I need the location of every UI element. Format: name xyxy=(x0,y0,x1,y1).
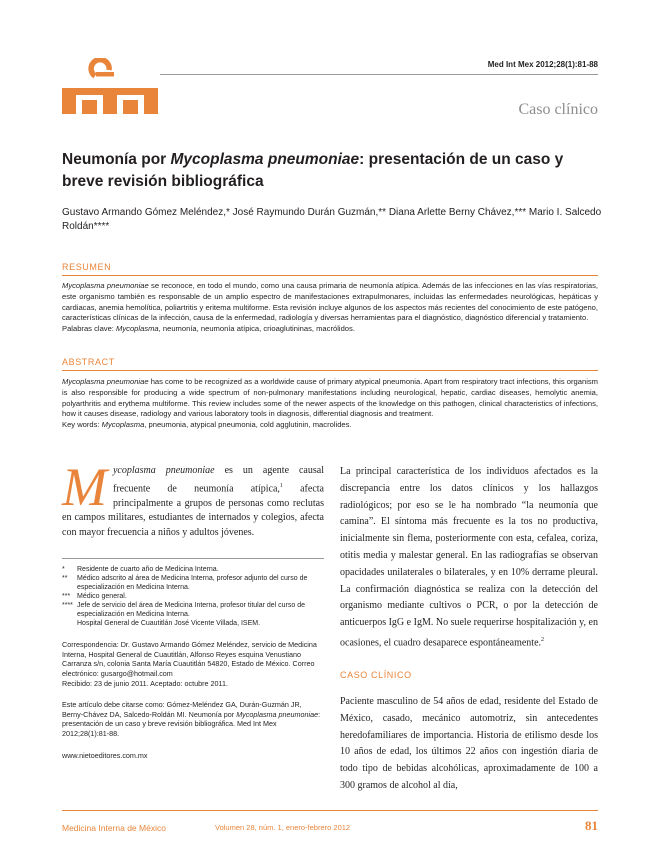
resumen-text: Mycoplasma pneumoniae se reconoce, en todo el mundo, como una causa primaria de neumonía atípica. Además de las infecciones en las vías respiratorias, este organismo también es responsable de un amplio espectro de manifestaciones extrapulmonares, incluidas las enfermedades neurológicas, hepáticas y cardiacas, anemia hemolítica, poliartritis y eritema multiforme. Esta revisión incluye algunos de los aspectos más recientes del conocimiento de este patógeno, características clínicas de la infección, causa de la enfermedad, radiología y diversas herramientas para el diagnóstico, diagnóstico diferencial y tratamiento. Palabras clave: Mycoplasma, neumonía, neumonía atípica, crioaglutininas, macrólidos. xyxy=(62,281,599,334)
abstract-heading: ABSTRACT xyxy=(62,357,115,367)
footnote-rule xyxy=(62,558,324,559)
website-link[interactable]: www.nietoeditores.com.mx xyxy=(62,750,148,760)
hospital-affiliation: Hospital General de Cuautitlán José Vicente Villada, ISEM. xyxy=(77,620,261,628)
article-title: Neumonía por Mycoplasma pneumoniae: presentación de un caso y breve revisión bibliográfica xyxy=(62,151,564,190)
correspondence: Correspondencia: Dr. Gustavo Armando Gómez Meléndez, servicio de Medicina Interna, Hospital General de Cuautitlán, Alfonso Reyes esquina Venustiano Carranza s/n, colonia Santa María Cuautitlán 54820, Estado de México. Correo electrónico: gusargo@hotmail.com Recibido: 23 de junio 2011. Aceptado: octubre 2011. xyxy=(62,640,324,688)
left-column xyxy=(62,457,324,760)
journal-logo xyxy=(62,58,158,114)
header-rule xyxy=(160,74,598,75)
caso-clinico-heading: CASO CLÍNICO xyxy=(340,670,412,681)
section-type: Caso clínico xyxy=(518,101,598,118)
footer-journal-name: Medicina Interna de México xyxy=(62,823,166,833)
drop-cap: M xyxy=(62,457,107,517)
footnotes xyxy=(62,565,324,628)
footer-rule xyxy=(62,810,598,811)
case-paragraph: Paciente masculino de 54 años de edad, residente del Estado de México, casado, mecánico automotriz, sin antecedentes heredofamiliares de importancia. Historia de etilismo desde los 10 años de edad, los últimos 22 años con ingestión diaria de todo tipo de bebidas alcohólicas, aproximadamente de 100 a 300 gramos de alcohol al día, xyxy=(340,696,598,792)
body-paragraph: La principal característica de los individuos afectados es la discrepancia entre los datos clínicos y los hallazgos radiológicos; por eso se le ha nombrado “la neumonía que camina”. El síntoma más frecuente es la tos no productiva, inicialmente sin flema, posteriormente con esta, cefalea, coriza, otitis media y malestar general. En las radiografías se observan opacidades unilaterales o bilaterales, y en 10% derrame pleural. La confirmación diagnóstica se realiza con la detección del organismo mediante cultivos o PCR, o por la detección de anticuerpos IgG e IgM. No suele requerirse hospitalización y, en ocasiones, el cuadro desaparece espontáneamente.$^2$ xyxy=(340,466,598,649)
resumen-rule xyxy=(62,275,598,276)
footer-volume: Volumen 28, núm. 1, enero-febrero 2012 xyxy=(215,823,351,832)
author-list: Gustavo Armando Gómez Meléndez,* José Raymundo Durán Guzmán,** Diana Arlette Berny Chávez,*** Mario I. Salcedo Roldán**** xyxy=(62,207,602,232)
citation-note: Este artículo debe citarse como: Gómez-Meléndez GA, Durán-Guzmán JR, Berny-Chávez DA, Salcedo-Roldán MI. Neumonía por Mycoplasma pneumoniae: presentación de un caso y breve revisión bibliográfica. Med Int Mex 2012;28(1):81-88. xyxy=(62,700,321,739)
footnote-item: ** Médico adscrito al área de Medicina Interna, profesor adjunto del curso de especialización en Medicina Interna. xyxy=(62,575,308,592)
footnote-item: *** Médico general. xyxy=(62,593,127,601)
abstract-rule xyxy=(62,370,598,371)
journal-citation: Med Int Mex 2012;28(1):81-88 xyxy=(487,60,598,69)
footnote-item: * Residente de cuarto año de Medicina Interna. xyxy=(62,566,219,574)
page-number: 81 xyxy=(585,818,598,833)
received-dates: Recibido: 23 de junio 2011. Aceptado: octubre 2011. xyxy=(62,678,228,688)
intro-paragraph: Mycoplasma pneumoniae es un agente causal frecuente de neumonía atípica,$^1$ afecta principalmente a grupos de personas como reclutas en campos militares, estudiantes de internados y colegios, afecta con mayor frecuencia a niños y adultos jóvenes. xyxy=(62,457,324,538)
right-column xyxy=(340,464,598,795)
footnote-item: **** Jefe de servicio del área de Medicina Interna, profesor titular del curso de especialización en Medicina Interna. xyxy=(62,602,306,619)
abstract-text: Mycoplasma pneumoniae has come to be recognized as a worldwide cause of primary atypical pneumonia. Apart from respiratory tract infections, this organism is also responsible for producing a wide spectrum of non-pulmonary manifestations including neurological, hepatic, cardiac diseases, hemolytic anemia, polyarthritis and erythema multiforme. This review includes some of the newer aspects of the knowledge on this pathogen, clinical characteristics of infections, how it causes disease, radiology and various laboratory tools in diagnosis, differential diagnosis and treatment. Key words: Mycoplasma, pneumonia, atypical pneumonia, cold agglutinin, macrolides. xyxy=(62,377,599,430)
resumen-heading: RESUMEN xyxy=(62,262,112,272)
